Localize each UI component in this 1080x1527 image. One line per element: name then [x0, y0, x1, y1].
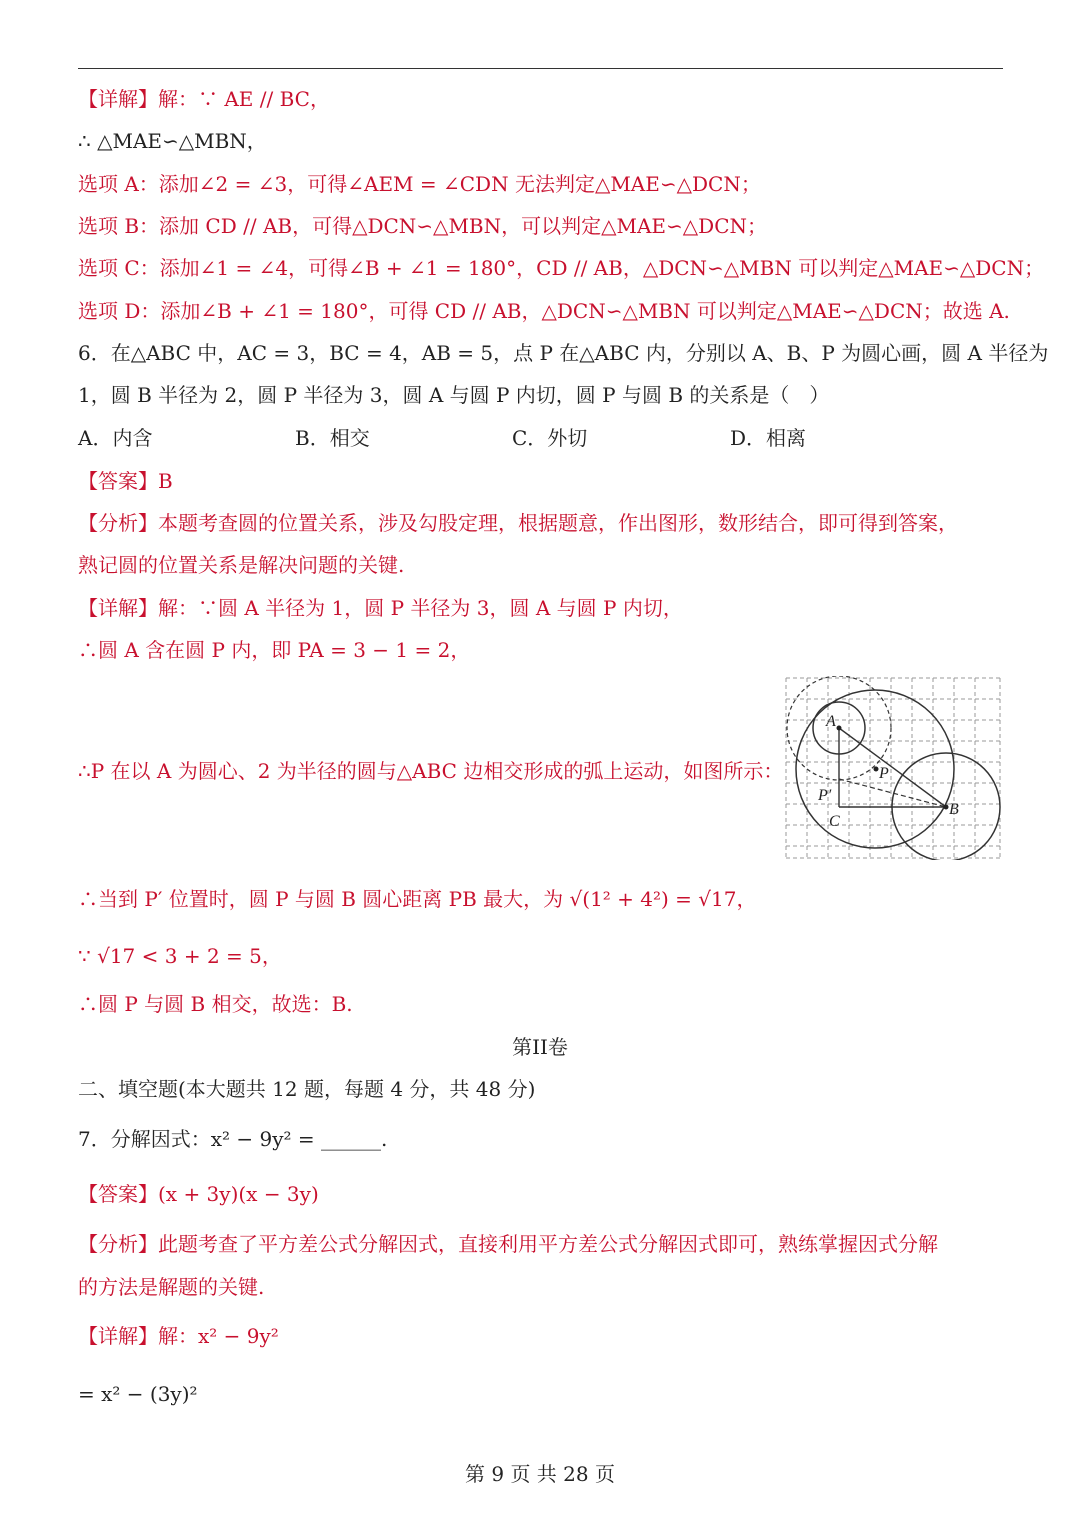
q6-stem-line1: 6．在△ABC 中，AC = 3，BC = 4，AB = 5，点 P 在△ABC 内，分别以 A、B、P 为圆心画，圆 A 半径为 [78, 341, 1049, 365]
q5-option-c: 选项 C：添加∠1 = ∠4，可得∠B + ∠1 = 180°，CD // AB，△DCN∽△MBN 可以判定△MAE∽△DCN； [78, 256, 1045, 280]
q7-stem: 7．分解因式：x² − 9y² = ______. [78, 1127, 388, 1151]
circle-figure [784, 676, 1002, 860]
q6-option-a: A．内含 [78, 426, 153, 450]
q7-analysis-line2: 的方法是解题的关键. [78, 1275, 265, 1299]
q6-detail-line4: ∴当到 P′ 位置时，圆 P 与圆 B 圆心距离 PB 最大，为 √(1² + 4²) = √17， [78, 887, 757, 911]
q7-detail-line2: = x² − (3y)² [78, 1382, 198, 1406]
label-b: B [949, 801, 959, 818]
q6-analysis-line2: 熟记圆的位置关系是解决问题的关键. [78, 553, 405, 577]
q7-analysis-line1: 【分析】此题考查了平方差公式分解因式，直接利用平方差公式分解因式即可，熟练掌握因式分解 [78, 1232, 938, 1256]
q5-detail-line2: ∴ △MAE∽△MBN， [78, 129, 267, 153]
q6-option-c: C．外切 [512, 426, 588, 450]
q6-detail-line5: ∵ √17 < 3 + 2 = 5， [78, 944, 282, 968]
q6-detail-line3: ∴P 在以 A 为圆心、2 为半径的圆与△ABC 边相交形成的弧上运动，如图所示： [78, 759, 784, 783]
q5-option-b: 选项 B：添加 CD // AB，可得△DCN∽△MBN，可以判定△MAE∽△DCN； [78, 214, 767, 238]
q7-detail-line1: 【详解】解：x² − 9y² [78, 1324, 279, 1348]
q6-analysis-line1: 【分析】本题考查圆的位置关系，涉及勾股定理，根据题意，作出图形，数形结合，即可得到答案， [78, 511, 958, 535]
q6-option-b: B．相交 [295, 426, 370, 450]
q5-detail-line1: 【详解】解：∵ AE // BC， [78, 87, 330, 111]
page-footer: 第 9 页 共 28 页 [465, 1462, 615, 1486]
label-c: C [829, 813, 840, 830]
label-p-prime: P′ [818, 787, 832, 804]
q5-option-d: 选项 D：添加∠B + ∠1 = 180°，可得 CD // AB，△DCN∽△MBN 可以判定△MAE∽△DCN；故选 A. [78, 299, 1010, 323]
header-rule [78, 68, 1003, 69]
q6-detail-line1: 【详解】解：∵圆 A 半径为 1，圆 P 半径为 3，圆 A 与圆 P 内切， [78, 596, 683, 620]
label-a: A [826, 713, 836, 730]
label-p: P [879, 765, 889, 782]
q6-stem-line2: 1，圆 B 半径为 2，圆 P 半径为 3，圆 A 与圆 P 内切，圆 P 与圆 B 的关系是（ ） [78, 383, 830, 407]
q6-detail-line6: ∴圆 P 与圆 B 相交，故选：B. [78, 992, 353, 1016]
section-title: 第II卷 [512, 1035, 568, 1059]
q5-option-a: 选项 A：添加∠2 = ∠3，可得∠AEM = ∠CDN 无法判定△MAE∽△DCN； [78, 172, 761, 196]
q7-answer: 【答案】(x + 3y)(x − 3y) [78, 1182, 319, 1206]
q6-detail-line2: ∴圆 A 含在圆 P 内，即 PA = 3 − 1 = 2， [78, 638, 471, 662]
q6-answer: 【答案】B [78, 469, 173, 493]
section-heading: 二、填空题(本大题共 12 题，每题 4 分，共 48 分) [78, 1077, 536, 1101]
q6-option-d: D．相离 [730, 426, 807, 450]
